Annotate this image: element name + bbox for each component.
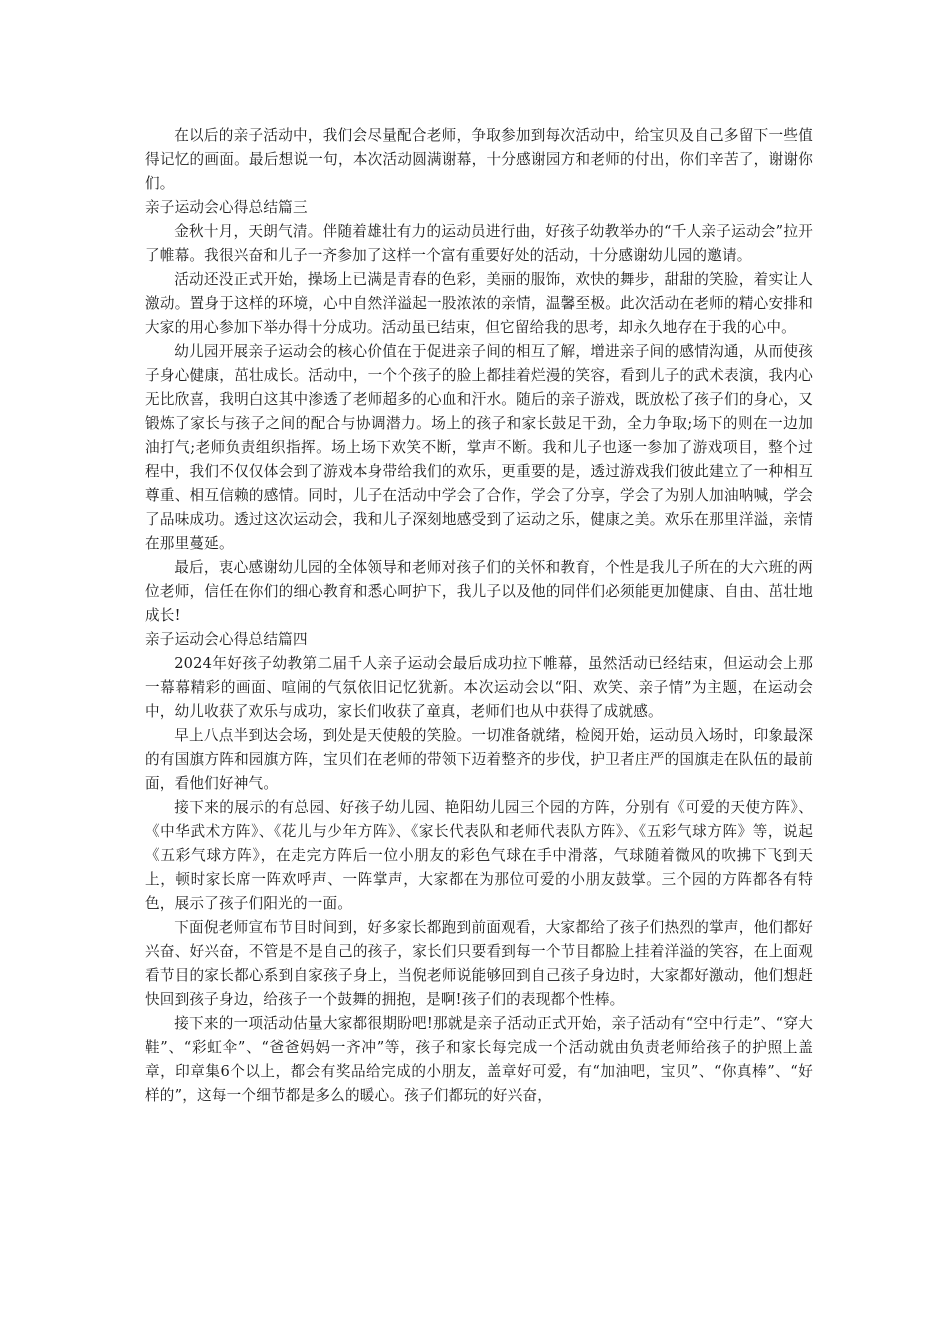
document-page <box>145 124 813 1108</box>
paragraph: 接下来的展示的有总园、好孩子幼儿园、艳阳幼儿园三个园的方阵，分别有《可爱的天使方阵》、《中华武术方阵》、《花儿与少年方阵》、《家长代表队和老师代表队方阵》、《五彩气球方阵》等，说起《五彩气球方阵》，在走完方阵后一位小朋友的彩色气球在手中滑落，气球随着微风的吹拂下飞到天上，顿时家长席一阵欢呼声、一阵掌声，大家都在为那位可爱的小朋友鼓掌。三个园的方阵都各有特色，展示了孩子们阳光的一面。 <box>145 799 813 912</box>
paragraph: 在以后的亲子活动中，我们会尽量配合老师，争取参加到每次活动中，给宝贝及自己多留下一些值得记忆的画面。最后想说一句，本次活动圆满谢幕，十分感谢园方和老师的付出，你们辛苦了，谢谢你们。 <box>145 127 813 192</box>
paragraph: 最后，衷心感谢幼儿园的全体领导和老师对孩子们的关怀和教育，个性是我儿子所在的大六班的两位老师，信任在你们的细心教育和悉心呵护下，我儿子以及他的同伴们必须能更加健康、自由、茁壮地成长! <box>145 559 813 624</box>
paragraph: 早上八点半到达会场，到处是天使般的笑脸。一切准备就绪，检阅开始，运动员入场时，印象最深的有国旗方阵和园旗方阵，宝贝们在老师的带领下迈着整齐的步伐，护卫者庄严的国旗走在队伍的最前面，看他们好神气。 <box>145 727 813 792</box>
paragraph: 下面倪老师宣布节目时间到，好多家长都跑到前面观看，大家都给了孩子们热烈的掌声，他们都好兴奋、好兴奋，不管是不是自己的孩子，家长们只要看到每一个节目都脸上挂着洋溢的笑容，在上面观看节目的家长都心系到自家孩子身上，当倪老师说能够回到自己孩子身边时，大家都好激动，他们想赶快回到孩子身边，给孩子一个鼓舞的拥抱，是啊!孩子们的表现都个性棒。 <box>145 919 813 1008</box>
section-heading: 亲子运动会心得总结篇四 <box>145 631 308 648</box>
paragraph: 金秋十月，天朗气清。伴随着雄壮有力的运动员进行曲，好孩子幼教举办的“千人亲子运动会”拉开了帷幕。我很兴奋和儿子一齐参加了这样一个富有重要好处的活动，十分感谢幼儿园的邀请。 <box>145 223 813 264</box>
paragraph: 接下来的一项活动估量大家都很期盼吧!那就是亲子活动正式开始，亲子活动有“空中行走”、“穿大鞋”、“彩虹伞”、“爸爸妈妈一齐冲”等，孩子和家长每完成一个活动就由负责老师给孩子的护照上盖章，印章集6个以上，都会有奖品给完成的小朋友，盖章好可爱，有“加油吧，宝贝”、“你真棒”、“好样的”，这每一个细节都是多么的暖心。孩子们都玩的好兴奋， <box>145 1015 813 1104</box>
paragraph: 幼儿园开展亲子运动会的核心价值在于促进亲子间的相互了解，增进亲子间的感情沟通，从而使孩子身心健康，茁壮成长。活动中，一个个孩子的脸上都挂着烂漫的笑容，看到儿子的武术表演，我内心无比欣喜，我明白这其中渗透了老师超多的心血和汗水。随后的亲子游戏，既放松了孩子们的身心，又锻炼了家长与孩子之间的配合与协调潜力。场上的孩子和家长鼓足干劲，全力争取;场下的则在一边加油打气;老师负责组织指挥。场上场下欢笑不断，掌声不断。我和儿子也逐一参加了游戏项目，整个过程中，我们不仅仅体会到了游戏本身带给我们的欢乐，更重要的是，透过游戏我们彼此建立了一种相互尊重、相互信赖的感情。同时，儿子在活动中学会了合作，学会了分享，学会了为别人加油呐喊，学会了品味成功。透过这次运动会，我和儿子深刻地感受到了运动之乐，健康之美。欢乐在那里洋溢，亲情在那里蔓延。 <box>145 343 813 552</box>
paragraph: 活动还没正式开始，操场上已满是青春的色彩，美丽的服饰，欢快的舞步，甜甜的笑脸，着实让人激动。置身于这样的环境，心中自然洋溢起一股浓浓的亲情，温馨至极。此次活动在老师的精心安排和大家的用心参加下举办得十分成功。活动虽已结束，但它留给我的思考，却永久地存在于我的心中。 <box>145 271 813 336</box>
paragraph: 2024年好孩子幼教第二届千人亲子运动会最后成功拉下帷幕，虽然活动已经结束，但运动会上那一幕幕精彩的画面、喧闹的气氛依旧记忆犹新。本次运动会以“阳、欢笑、亲子情”为主题，在运动会中，幼儿收获了欢乐与成功，家长们收获了童真，老师们也从中获得了成就感。 <box>145 655 813 720</box>
section-heading: 亲子运动会心得总结篇三 <box>145 199 308 216</box>
